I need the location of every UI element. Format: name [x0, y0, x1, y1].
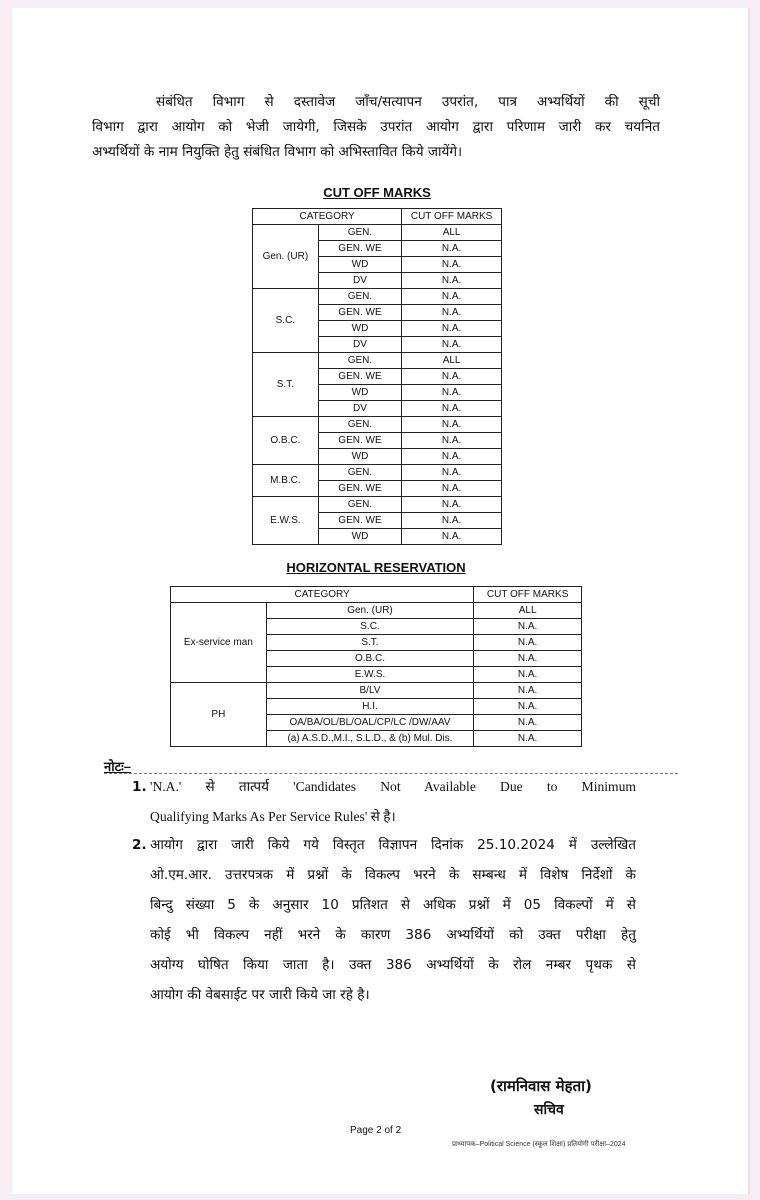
- note-line: आयोग की वेबसाईट पर जारी किये जा रहे है।: [150, 987, 370, 1003]
- column-header-cutoff-marks: CUT OFF MARKS: [474, 587, 582, 603]
- subcategory-cell: B/LV: [266, 683, 474, 699]
- subcategory-cell: WD: [318, 529, 401, 545]
- cutoff-value-cell: N.A.: [402, 465, 502, 481]
- cutoff-value-cell: N.A.: [474, 667, 582, 683]
- cutoff-value-cell: N.A.: [402, 321, 502, 337]
- column-header-cutoff-marks: CUT OFF MARKS: [402, 209, 502, 225]
- cutoff-value-cell: N.A.: [402, 449, 502, 465]
- subcategory-cell: GEN.: [318, 225, 401, 241]
- category-group-cell: Ex-service man: [171, 603, 267, 683]
- table-header-row: [253, 209, 502, 225]
- subcategory-cell: DV: [318, 273, 401, 289]
- subcategory-cell: GEN. WE: [318, 369, 401, 385]
- subcategory-cell: GEN. WE: [318, 433, 401, 449]
- subcategory-cell: DV: [318, 337, 401, 353]
- note-number: 2.: [132, 837, 147, 853]
- cutoff-value-cell: N.A.: [402, 417, 502, 433]
- category-group-cell: Gen. (UR): [253, 225, 319, 289]
- cutoff-value-cell: N.A.: [402, 257, 502, 273]
- cutoff-value-cell: N.A.: [402, 497, 502, 513]
- footer-reference: प्राध्यापक–Political Science (स्कूल शिक्षा) प्रतियोगी परीक्षा–2024: [452, 1141, 626, 1148]
- cutoff-value-cell: N.A.: [474, 619, 582, 635]
- horizontal-reservation-table: [170, 586, 582, 747]
- subcategory-cell: GEN. WE: [318, 241, 401, 257]
- subcategory-cell: GEN. WE: [318, 481, 401, 497]
- column-header-category: CATEGORY: [171, 587, 474, 603]
- cutoff-value-cell: N.A.: [474, 651, 582, 667]
- subcategory-cell: Gen. (UR): [266, 603, 474, 619]
- cutoff-value-cell: N.A.: [402, 289, 502, 305]
- subcategory-cell: GEN.: [318, 497, 401, 513]
- category-group-cell: PH: [171, 683, 267, 747]
- cutoff-value-cell: N.A.: [402, 241, 502, 257]
- subcategory-cell: WD: [318, 385, 401, 401]
- cutoff-value-cell: ALL: [402, 225, 502, 241]
- cutoff-marks-table: [252, 208, 502, 545]
- cutoff-value-cell: N.A.: [474, 731, 582, 747]
- subcategory-cell: GEN.: [318, 465, 401, 481]
- signatory-name: (रामनिवास मेहता): [490, 1077, 592, 1095]
- subcategory-cell: WD: [318, 321, 401, 337]
- cutoff-value-cell: N.A.: [402, 305, 502, 321]
- category-group-cell: O.B.C.: [253, 417, 319, 465]
- subcategory-cell: (a) A.S.D.,M.I., S.L.D., & (b) Mul. Dis.: [266, 731, 474, 747]
- subcategory-cell: DV: [318, 401, 401, 417]
- subcategory-cell: WD: [318, 449, 401, 465]
- subcategory-cell: E.W.S.: [266, 667, 474, 683]
- note-line: आयोग द्वारा जारी किये गये विस्तृत विज्ञापन दिनांक 25.10.2024 में उल्लेखित: [150, 837, 636, 853]
- note-line: Qualifying Marks As Per Service Rules' से है।: [150, 809, 396, 824]
- cutoff-value-cell: N.A.: [474, 715, 582, 731]
- cutoff-value-cell: ALL: [402, 353, 502, 369]
- table-row: [253, 289, 502, 305]
- signatory-title: सचिव: [534, 1102, 564, 1118]
- cutoff-value-cell: N.A.: [402, 401, 502, 417]
- cutoff-value-cell: N.A.: [474, 683, 582, 699]
- intro-paragraph: [92, 90, 660, 165]
- subcategory-cell: S.T.: [266, 635, 474, 651]
- category-group-cell: S.C.: [253, 289, 319, 353]
- note-line: कोई भी विकल्प नहीं भरने के कारण 386 अभ्यर्थियों को उक्त परीक्षा हेतु: [150, 927, 636, 943]
- table-row: [253, 465, 502, 481]
- cutoff-value-cell: N.A.: [402, 385, 502, 401]
- note-number: 1.: [132, 779, 147, 795]
- subcategory-cell: O.B.C.: [266, 651, 474, 667]
- subcategory-cell: H.I.: [266, 699, 474, 715]
- cutoff-value-cell: N.A.: [402, 529, 502, 545]
- intro-line: संबंधित विभाग से दस्तावेज जाँच/सत्यापन उपरांत, पात्र अभ्यर्थियों की सूची: [156, 94, 660, 110]
- subcategory-cell: S.C.: [266, 619, 474, 635]
- cutoff-value-cell: N.A.: [402, 513, 502, 529]
- table-row: [253, 353, 502, 369]
- cutoff-value-cell: N.A.: [474, 635, 582, 651]
- note-line: बिन्दु संख्या 5 के अनुसार 10 प्रतिशत से अधिक प्रश्नों में 05 विकल्पों में से: [150, 897, 636, 913]
- intro-line: विभाग द्वारा आयोग को भेजी जायेगी, जिसके उपरांत आयोग द्वारा परिणाम जारी कर चयनित: [92, 119, 660, 135]
- horizontal-reservation-heading: HORIZONTAL RESERVATION: [286, 560, 466, 575]
- subcategory-cell: GEN. WE: [318, 305, 401, 321]
- cutoff-value-cell: N.A.: [402, 369, 502, 385]
- category-group-cell: E.W.S.: [253, 497, 319, 545]
- note-label: नोटः–: [104, 759, 131, 774]
- note-line: अयोग्य घोषित किया जाता है। उक्त 386 अभ्यर्थियों के रोल नम्बर पृथक से: [150, 957, 636, 973]
- subcategory-cell: GEN.: [318, 353, 401, 369]
- table-row: [253, 417, 502, 433]
- cutoff-value-cell: N.A.: [402, 273, 502, 289]
- note-line: 'N.A.' से तात्पर्य 'Candidates Not Available Due to Minimum: [150, 779, 636, 794]
- category-group-cell: S.T.: [253, 353, 319, 417]
- subcategory-cell: GEN. WE: [318, 513, 401, 529]
- table-header-row: [171, 587, 582, 603]
- subcategory-cell: GEN.: [318, 417, 401, 433]
- note-1: [132, 772, 636, 832]
- subcategory-cell: OA/BA/OL/BL/OAL/CP/LC /DW/AAV: [266, 715, 474, 731]
- cutoff-heading: CUT OFF MARKS: [323, 185, 431, 200]
- note-2: [132, 830, 636, 1010]
- table-row: [253, 497, 502, 513]
- note-line: ओ.एम.आर. उत्तरपत्रक में प्रश्नों के विकल्प भरने के सम्बन्ध में विशेष निर्देशों के: [150, 867, 636, 883]
- cutoff-value-cell: N.A.: [474, 699, 582, 715]
- cutoff-value-cell: N.A.: [402, 481, 502, 497]
- table-row: [253, 225, 502, 241]
- category-group-cell: M.B.C.: [253, 465, 319, 497]
- subcategory-cell: WD: [318, 257, 401, 273]
- cutoff-value-cell: N.A.: [402, 337, 502, 353]
- subcategory-cell: GEN.: [318, 289, 401, 305]
- intro-line: अभ्यर्थियों के नाम नियुक्ति हेतु संबंधित विभाग को अभिस्तावित किये जायेंगे।: [92, 144, 463, 160]
- cutoff-value-cell: N.A.: [402, 433, 502, 449]
- page-number: Page 2 of 2: [350, 1125, 402, 1136]
- table-row: [171, 683, 582, 699]
- cutoff-value-cell: ALL: [474, 603, 582, 619]
- table-row: [171, 603, 582, 619]
- column-header-category: CATEGORY: [253, 209, 402, 225]
